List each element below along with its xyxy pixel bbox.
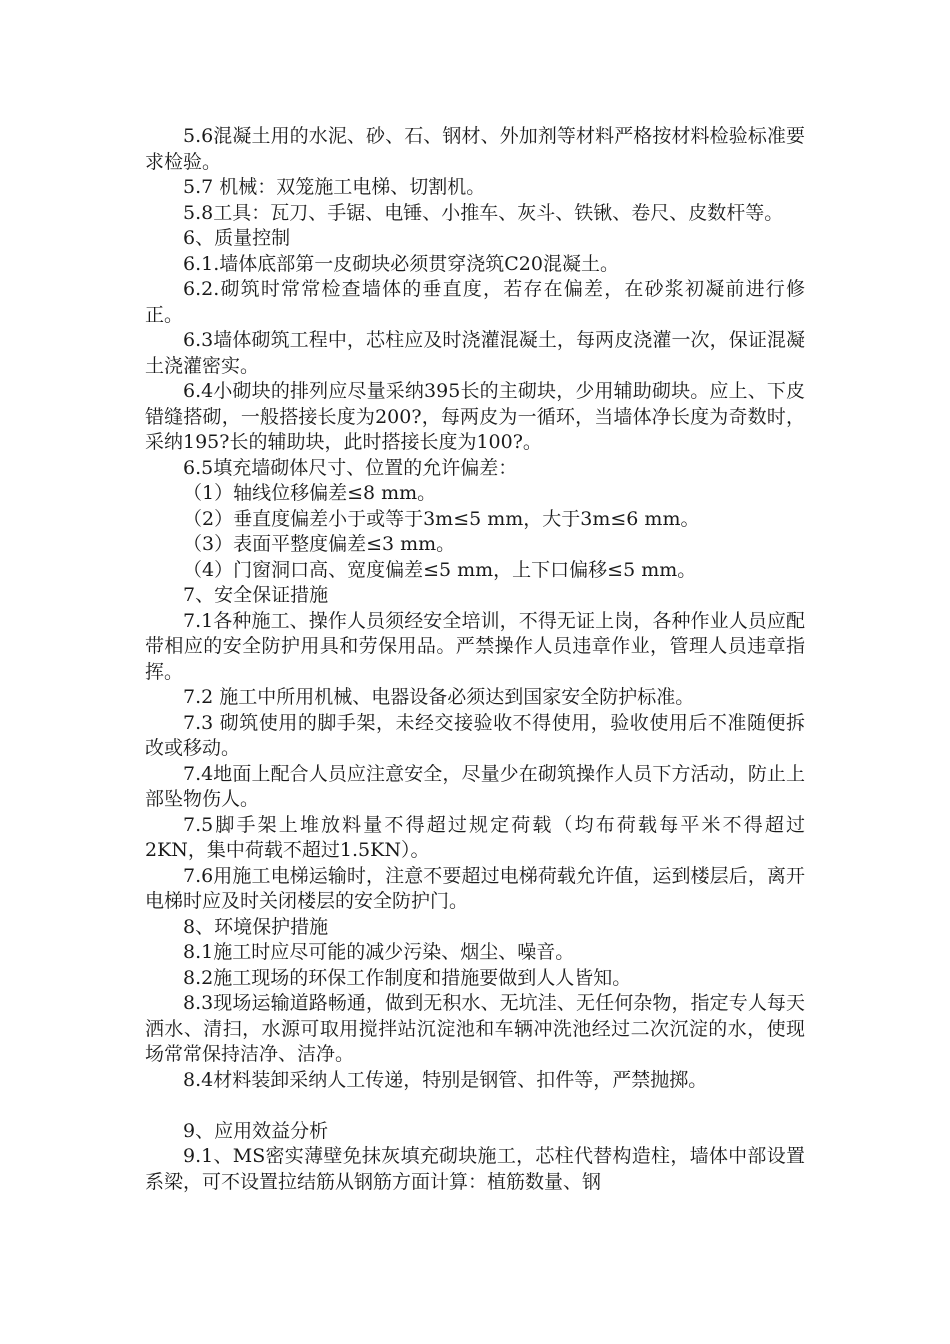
paragraph: 8.2施工现场的环保工作制度和措施要做到人人皆知。 [183,966,632,989]
paragraph: 6.4小砌块的排列应尽量采纳395长的主砌块，少用辅助砌块。应上、下皮错缝搭砌，一般搭接长度为200?，每两皮为一循环，当墙体净长度为奇数时，采纳195?长的辅助块，此时搭接长度为100?。 [145,380,805,453]
list-item: （1）轴线位移偏差≤8 mm。 [183,482,437,504]
section-heading: 8、环境保护措施 [183,915,329,938]
paragraph: 7.4地面上配合人员应注意安全，尽量少在砌筑操作人员下方活动，防止上部坠物伤人。 [145,762,805,810]
paragraph: 6.2.砌筑时常常检查墙体的垂直度，若存在偏差，在砂浆初凝前进行修正。 [145,278,805,326]
list-item: （2）垂直度偏差小于或等于3m≤5 mm，大于3m≤6 mm。 [183,507,700,530]
paragraph: 5.7 机械：双笼施工电梯、切割机。 [183,176,486,198]
paragraph: 7.2 施工中所用机械、电器设备必须达到国家安全防护标准。 [183,686,695,708]
list-item: （4）门窗洞口高、宽度偏差≤5 mm，上下口偏移≤5 mm。 [183,558,697,581]
paragraph: 8.1施工时应尽可能的减少污染、烟尘、噪音。 [183,941,575,963]
paragraph: 6.5填充墙砌体尺寸、位置的允许偏差： [183,456,518,479]
paragraph: 8.3现场运输道路畅通，做到无积水、无坑洼、无任何杂物，指定专人每天洒水、清扫，水源可取用搅拌站沉淀池和车辆冲洗池经过二次沉淀的水，使现场常常保持洁净、洁净。 [145,992,805,1065]
section-heading: 7、安全保证措施 [183,584,329,606]
paragraph: 6.3墙体砌筑工程中，芯柱应及时浇灌混凝土，每两皮浇灌一次，保证混凝土浇灌密实。 [145,329,805,377]
document-body [145,124,805,1195]
blank-line [145,1093,805,1119]
paragraph: 8.4材料装卸采纳人工传递，特别是钢管、扣件等，严禁抛掷。 [183,1068,708,1091]
paragraph: 7.3 砌筑使用的脚手架，未经交接验收不得使用，验收使用后不准随便拆改或移动。 [145,711,805,759]
paragraph: 9.1、MS密实薄壁免抹灰填充砌块施工，芯柱代替构造柱，墙体中部设置系梁，可不设置拉结筋从钢筋方面计算：植筋数量、钢 [145,1145,805,1193]
paragraph: 7.6用施工电梯运输时，注意不要超过电梯荷载允许值，运到楼层后，离开电梯时应及时关闭楼层的安全防护门。 [145,864,805,912]
paragraph: 5.8工具：瓦刀、手锯、电锤、小推车、灰斗、铁锹、卷尺、皮数杆等。 [183,201,784,224]
paragraph: 5.6混凝土用的水泥、砂、石、钢材、外加剂等材料严格按材料检验标准要求检验。 [145,125,805,173]
section-heading: 9、应用效益分析 [183,1119,329,1142]
paragraph: 6.1.墙体底部第一皮砌块必须贯穿浇筑C20混凝土。 [183,252,619,275]
section-heading: 6、质量控制 [183,227,291,249]
list-item: （3）表面平整度偏差≤3 mm。 [183,533,456,555]
paragraph: 7.5脚手架上堆放料量不得超过规定荷载（均布荷载每平米不得超过2KN，集中荷载不超过1.5KN）。 [145,813,805,861]
paragraph: 7.1各种施工、操作人员须经安全培训，不得无证上岗，各种作业人员应配带相应的安全防护用具和劳保用品。严禁操作人员违章作业，管理人员违章指挥。 [145,609,805,683]
